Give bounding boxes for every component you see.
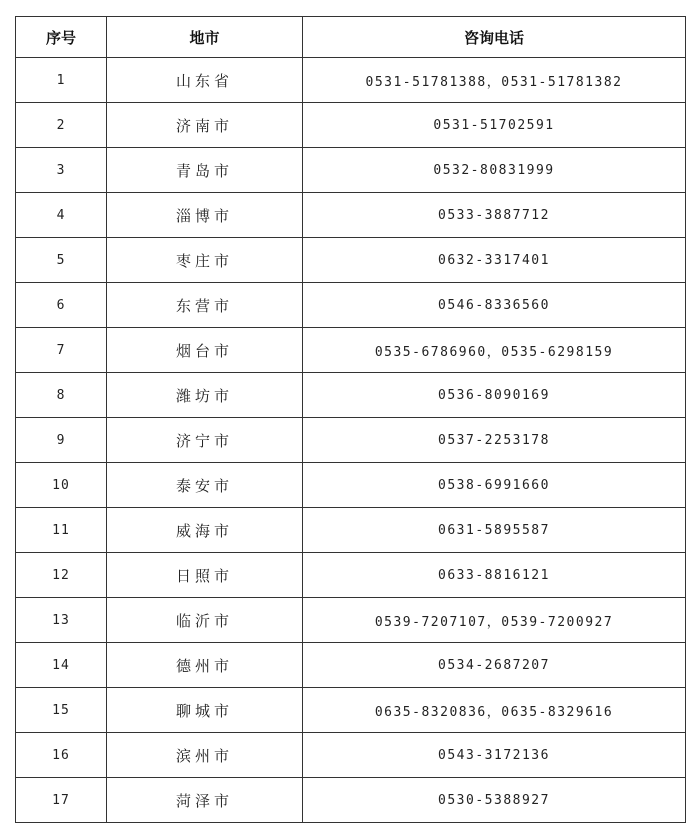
table-row [16,733,686,778]
row-phone: 0631-5895587 [303,508,686,553]
row-city: 德州市 [107,643,303,688]
row-city: 济南市 [107,103,303,148]
row-city: 枣庄市 [107,238,303,283]
row-index: 15 [16,688,107,733]
row-phone: 0531-51702591 [303,103,686,148]
contact-table [15,16,686,823]
table-row [16,58,686,103]
header-phone: 咨询电话 [303,17,686,58]
table-row [16,238,686,283]
table-row [16,148,686,193]
row-phone: 0534-2687207 [303,643,686,688]
row-phone: 0539-7207107，0539-7200927 [303,598,686,643]
row-phone: 0530-5388927 [303,778,686,823]
row-city: 东营市 [107,283,303,328]
row-phone: 0536-8090169 [303,373,686,418]
table-row [16,553,686,598]
table-row [16,193,686,238]
table-header [16,17,686,58]
row-index: 10 [16,463,107,508]
row-phone: 0535-6786960，0535-6298159 [303,328,686,373]
table-row [16,463,686,508]
row-index: 5 [16,238,107,283]
row-index: 11 [16,508,107,553]
row-phone: 0537-2253178 [303,418,686,463]
row-city: 青岛市 [107,148,303,193]
row-phone: 0532-80831999 [303,148,686,193]
table-row [16,688,686,733]
row-city: 滨州市 [107,733,303,778]
row-city: 菏泽市 [107,778,303,823]
table-row [16,103,686,148]
row-phone: 0633-8816121 [303,553,686,598]
row-index: 2 [16,103,107,148]
table-row [16,598,686,643]
row-index: 16 [16,733,107,778]
row-phone: 0635-8320836，0635-8329616 [303,688,686,733]
row-index: 9 [16,418,107,463]
row-city: 淄博市 [107,193,303,238]
table-row [16,778,686,823]
row-index: 3 [16,148,107,193]
row-city: 山东省 [107,58,303,103]
table-row [16,418,686,463]
row-index: 7 [16,328,107,373]
row-city: 临沂市 [107,598,303,643]
row-index: 8 [16,373,107,418]
row-city: 日照市 [107,553,303,598]
row-phone: 0531-51781388，0531-51781382 [303,58,686,103]
row-index: 1 [16,58,107,103]
table-row [16,508,686,553]
row-index: 13 [16,598,107,643]
row-city: 聊城市 [107,688,303,733]
row-city: 烟台市 [107,328,303,373]
header-city: 地市 [107,17,303,58]
table-row [16,283,686,328]
contact-table-container [15,16,685,823]
row-index: 12 [16,553,107,598]
row-index: 17 [16,778,107,823]
table-body [16,58,686,823]
row-index: 14 [16,643,107,688]
header-row [16,17,686,58]
row-phone: 0538-6991660 [303,463,686,508]
row-index: 4 [16,193,107,238]
row-phone: 0546-8336560 [303,283,686,328]
row-city: 济宁市 [107,418,303,463]
row-city: 潍坊市 [107,373,303,418]
row-phone: 0543-3172136 [303,733,686,778]
row-city: 威海市 [107,508,303,553]
table-row [16,373,686,418]
table-row [16,643,686,688]
row-index: 6 [16,283,107,328]
row-phone: 0632-3317401 [303,238,686,283]
header-index: 序号 [16,17,107,58]
table-row [16,328,686,373]
row-phone: 0533-3887712 [303,193,686,238]
row-city: 泰安市 [107,463,303,508]
